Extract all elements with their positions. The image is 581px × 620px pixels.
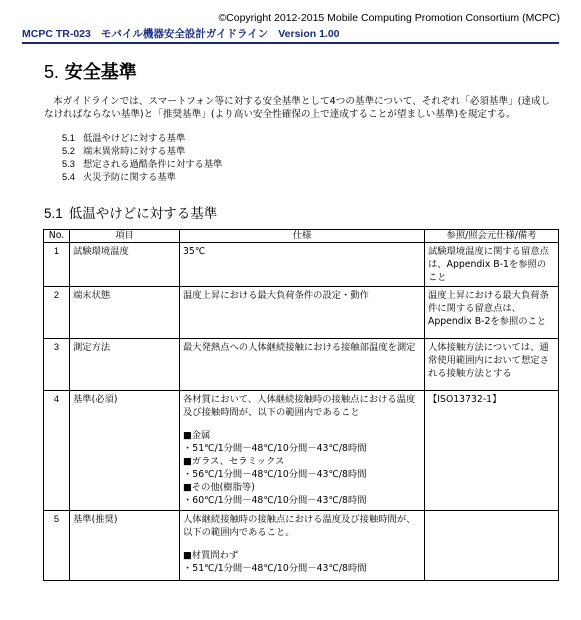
material-values: ・51℃/1分間－48℃/10分間－43℃/8時間 [183, 443, 367, 454]
row-spec [180, 511, 425, 581]
table-row [44, 287, 559, 339]
toc-item-label: 想定される過酷条件に対する基準 [82, 159, 223, 170]
row-reference: 【ISO13732-1】 [425, 391, 559, 511]
toc-item [62, 158, 222, 171]
row-item: 端末状態 [70, 287, 180, 339]
toc-item-label: 端末異常時に対する基準 [82, 146, 186, 157]
material-label: ■金属 [183, 430, 211, 441]
subsection-title [44, 202, 217, 222]
header-no: No. [44, 230, 70, 243]
toc-item-label: 低温やけどに対する基準 [82, 133, 186, 144]
row-reference [425, 511, 559, 581]
row-no: 4 [44, 391, 70, 511]
row-no: 1 [44, 243, 70, 287]
material-label: ■その他(樹脂等) [183, 482, 255, 493]
row-spec: 最大発熱点への人体継続接触における接触部温度を測定 [180, 339, 425, 391]
row-spec: 温度上昇における最大負荷条件の設定・動作 [180, 287, 425, 339]
spec-intro: 人体継続接触時の接触点における温度及び接触時間が、以下の範囲内であること。 [183, 514, 416, 538]
row-spec: 35℃ [180, 243, 425, 287]
header-spec: 仕様 [180, 230, 425, 243]
material-label: ■材質問わず [183, 550, 239, 561]
toc-item-label: 火災予防に関する基準 [82, 172, 176, 183]
section-title-text: 安全基準 [64, 62, 137, 83]
header-item: 項目 [70, 230, 180, 243]
header-reference: 参照/照会元仕様/備考 [425, 230, 559, 243]
row-item: 基準(推奨) [70, 511, 180, 581]
document-title: モバイル機器安全設計ガイドライン [100, 28, 269, 40]
row-item: 測定方法 [70, 339, 180, 391]
toc-item-number: 5.1 [62, 133, 75, 143]
toc-item-number: 5.2 [62, 146, 75, 156]
row-reference: 試験環境温度に関する留意点は、Appendix B-1を参照のこと [425, 243, 559, 287]
document-header [22, 26, 340, 41]
material-values: ・56℃/1分間－48℃/10分間－43℃/8時間 [183, 469, 367, 480]
toc-item-number: 5.3 [62, 159, 75, 169]
document-id: MCPC TR-023 [22, 28, 91, 40]
table-row [44, 243, 559, 287]
subsection-title-text: 低温やけどに対する基準 [68, 206, 218, 222]
document-version: Version 1.00 [278, 28, 340, 40]
row-no: 2 [44, 287, 70, 339]
spec-intro: 各材質において、人体継続接触時の接触点における温度及び接触時間が、以下の範囲内であること [183, 394, 416, 418]
table-row [44, 511, 559, 581]
row-item: 基準(必須) [70, 391, 180, 511]
copyright-notice: ©Copyright 2012-2015 Mobile Computing Promotion Consortium (MCPC) [218, 12, 560, 24]
material-label: ■ガラス、セラミックス [183, 456, 285, 467]
section-title [44, 58, 137, 84]
row-reference: 温度上昇における最大負荷条件に関する留意点は、Appendix B-2を参照のこと [425, 287, 559, 339]
intro-paragraph: 本ガイドラインでは、スマートフォン等に対する安全基準として4つの基準について、それぞれ「必須基準」(達成しなければならない基準)と「推奨基準」(より高い安全性確保の上で達成することが望ましい基準)を規定する。 [44, 96, 551, 120]
toc-item [62, 145, 222, 158]
spec-table [43, 229, 559, 581]
material-values: ・51℃/1分間－48℃/10分間－43℃/8時間 [183, 563, 367, 574]
toc-item [62, 171, 222, 184]
row-no: 3 [44, 339, 70, 391]
subsection-number: 5.1 [44, 206, 63, 221]
table-row [44, 339, 559, 391]
row-item: 試験環境温度 [70, 243, 180, 287]
toc-item-number: 5.4 [62, 172, 75, 182]
header-rule [22, 42, 559, 44]
section-toc [62, 132, 222, 184]
row-no: 5 [44, 511, 70, 581]
material-values: ・60℃/1分間－48℃/10分間－43℃/8時間 [183, 495, 367, 506]
table-header-row [44, 230, 559, 243]
table-row [44, 391, 559, 511]
row-reference: 人体接触方法については、通常使用範囲内において想定される接触方法とする [425, 339, 559, 391]
row-spec [180, 391, 425, 511]
toc-item [62, 132, 222, 145]
section-number: 5. [44, 62, 60, 82]
